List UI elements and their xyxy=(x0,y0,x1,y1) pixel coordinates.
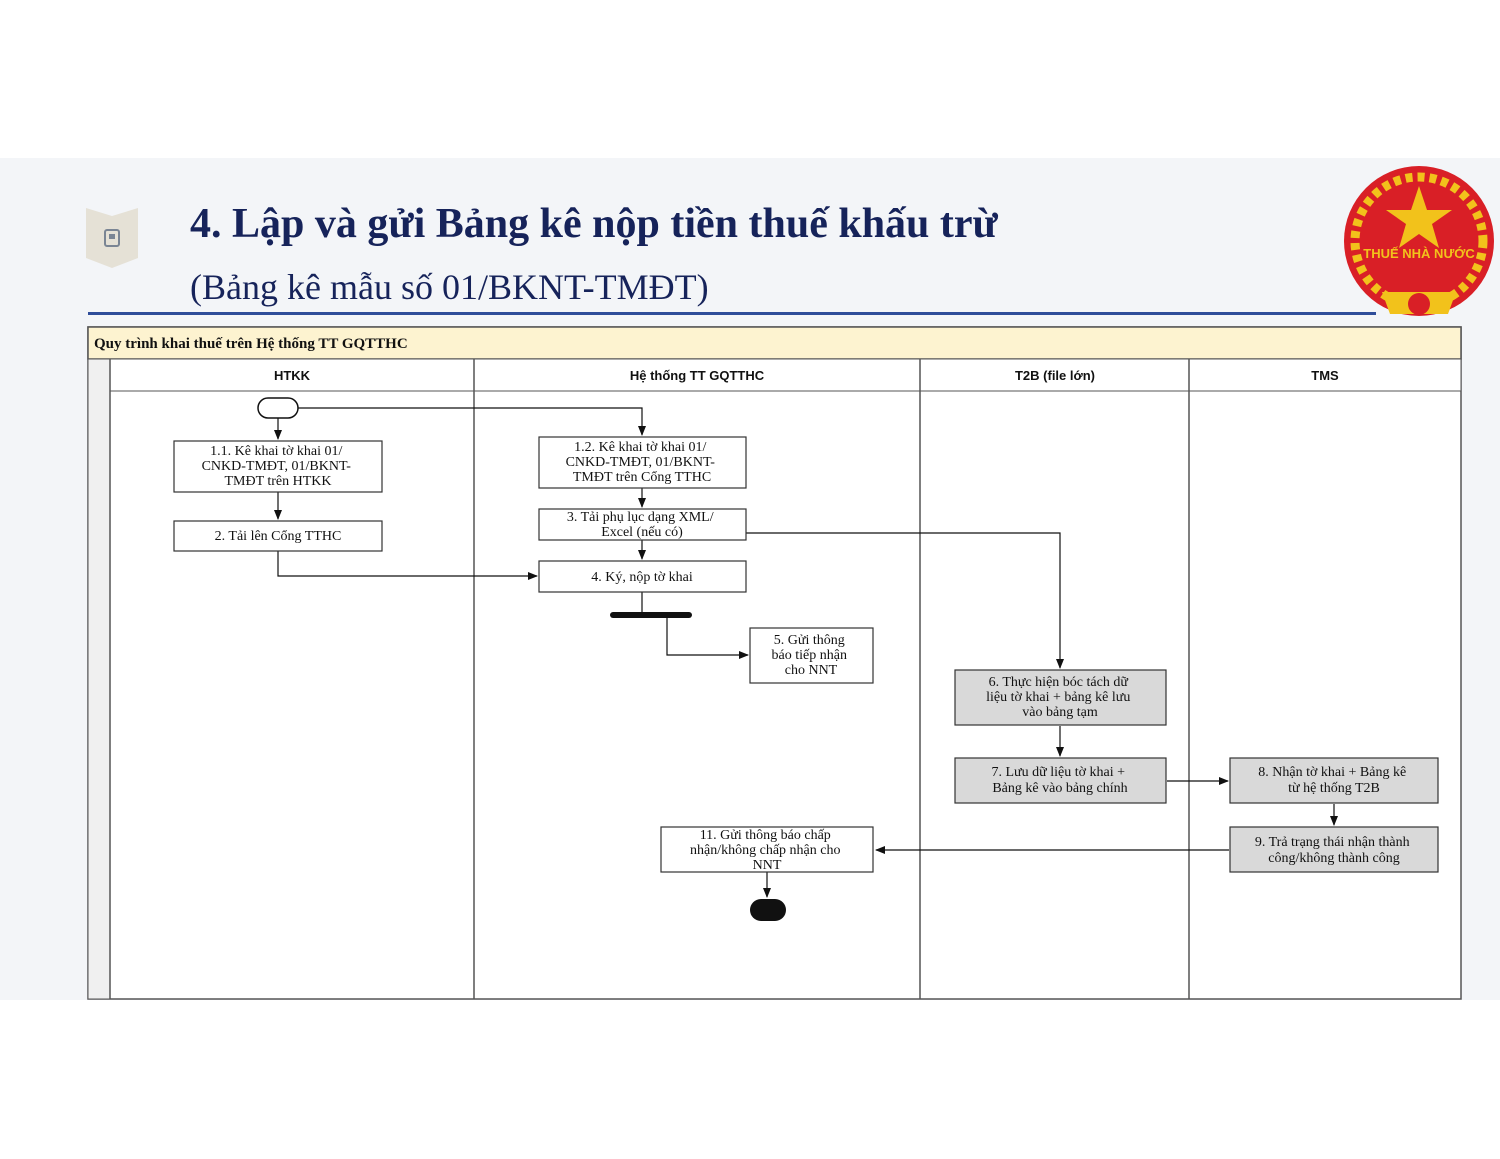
step-3-text: 3. Tải phụ lục dạng XML/ Excel (nếu có) xyxy=(566,510,714,540)
step-5-text: 5. Gửi thông báo tiếp nhận cho NNT xyxy=(771,633,847,678)
start-node xyxy=(258,398,298,418)
lane-label-gqtthc: Hệ thống TT GQTTHC xyxy=(629,368,765,383)
step-1-2-text: 1.2. Kê khai tờ khai 01/ CNKD-TMĐT, 01/BKNT- TMĐT trên Cổng TTHC xyxy=(565,440,715,485)
lane-label-t2b: T2B (file lớn) xyxy=(1014,368,1096,383)
lane-label-tms: TMS xyxy=(1311,368,1339,383)
step-11-text: 11. Gửi thông báo chấp nhận/không chấp nhận cho NNT xyxy=(690,828,841,873)
step-7-text: 7. Lưu dữ liệu tờ khai + Bảng kê vào bảng chính xyxy=(991,765,1128,796)
slide-title: 4. Lập và gửi Bảng kê nộp tiền thuế khấu trừ xyxy=(190,201,998,247)
step-2-text: 2. Tải lên Cổng TTHC xyxy=(214,529,342,544)
step-1-1-text: 1.1. Kê khai tờ khai 01/ CNKD-TMĐT, 01/BKNT- TMĐT trên HTKK xyxy=(201,444,351,489)
slide-subtitle: (Bảng kê mẫu số 01/BKNT-TMĐT) xyxy=(190,267,709,307)
pool-title: Quy trình khai thuế trên Hệ thống TT GQTTHC xyxy=(94,336,408,352)
end-node xyxy=(750,899,786,921)
step-6-text: 6. Thực hiện bóc tách dữ liệu tờ khai + bảng kê lưu vào bảng tạm xyxy=(986,675,1131,720)
step-4-text: 4. Ký, nộp tờ khai xyxy=(591,570,693,585)
lane-label-htkk: HTKK xyxy=(273,368,311,383)
step-8-text: 8. Nhận tờ khai + Bảng kê từ hệ thống T2B xyxy=(1258,765,1407,796)
fork-bar xyxy=(610,612,692,618)
pool-side-strip xyxy=(88,359,110,999)
logo-text: THUẾ NHÀ NƯỚC xyxy=(1363,246,1475,261)
step-9-text: 9. Trả trạng thái nhận thành công/không thành công xyxy=(1254,835,1410,866)
